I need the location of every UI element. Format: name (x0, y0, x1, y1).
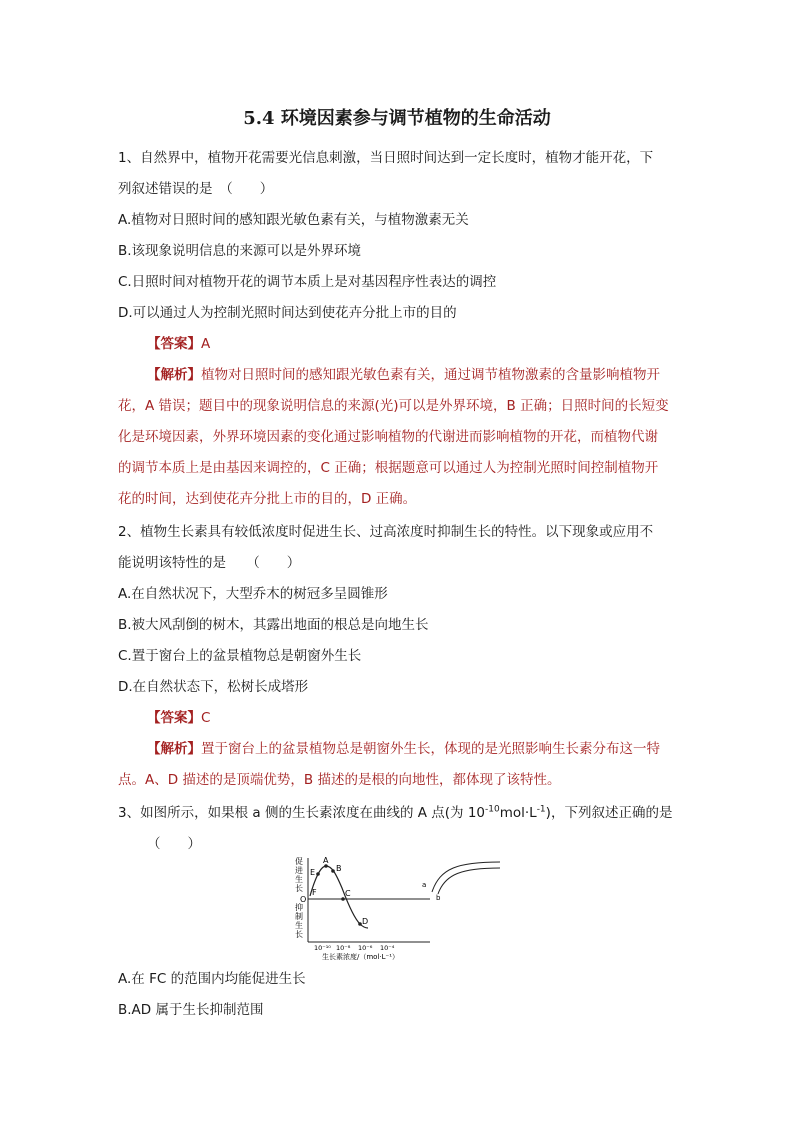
point-b-marker (331, 869, 335, 873)
q3-stem-sup1: -10 (485, 804, 500, 815)
q2-option-a: A.在自然状况下，大型乔木的树冠多呈圆锥形 (118, 586, 388, 602)
point-label-a: A (323, 856, 329, 865)
q3-stem-line1 (118, 801, 672, 821)
q1-analysis-line5: 花的时间，达到使花卉分批上市的目的，D 正确。 (118, 491, 417, 507)
q2-answer-value: C (201, 710, 211, 726)
q1-option-d: D.可以通过人为控制光照时间达到使花卉分批上市的目的 (118, 305, 457, 321)
point-label-b: B (336, 864, 342, 873)
point-label-d: D (362, 917, 369, 926)
q3-stem-pre: 3、如图所示，如果根 a 侧的生长素浓度在曲线的 A 点(为 10 (118, 805, 485, 821)
page-title: 5.4 环境因素参与调节植物的生命活动 (243, 108, 551, 129)
q1-stem-line2: 列叙述错误的是 （ ） (118, 181, 274, 197)
root-label-a: a (422, 881, 427, 889)
q2-stem-line1: 2、植物生长素具有较低浓度时促进生长、过高浓度时抑制生长的特性。以下现象或应用不 (118, 524, 654, 540)
q2-analysis-line2: 点。A、D 描述的是顶端优势，B 描述的是根的向地性，都体现了该特性。 (118, 772, 561, 788)
x-tick-2: 10⁻⁸ (336, 944, 351, 952)
q1-answer (147, 332, 210, 352)
root-inner (438, 868, 500, 894)
x-tick-4: 10⁻⁴ (380, 944, 395, 952)
point-label-c: C (345, 889, 351, 898)
q3-option-b: B.AD 属于生长抑制范围 (118, 1002, 264, 1018)
root-label-b: b (436, 894, 441, 902)
q1-answer-value: A (201, 336, 211, 352)
x-tick-1: 10⁻¹⁰ (314, 944, 331, 952)
q2-analysis-text1: 置于窗台上的盆景植物总是朝窗外生长，体现的是光照影响生长素分布这一特 (201, 741, 660, 757)
point-label-e: E (310, 868, 316, 877)
q1-analysis-text1: 植物对日照时间的感知跟光敏色素有关，通过调节植物激素的含量影响植物开 (201, 367, 660, 383)
q1-analysis-line1 (147, 363, 660, 383)
y-label-inhibit: 抑制生长 (295, 903, 303, 939)
x-tick-3: 10⁻⁶ (358, 944, 373, 952)
q1-option-a: A.植物对日照时间的感知跟光敏色素有关，与植物激素无关 (118, 212, 469, 228)
q2-answer-tag: 【答案】 (147, 710, 201, 726)
q3-stem-post: )，下列叙述正确的是 (545, 805, 673, 821)
x-axis-label: 生长素浓度/（mol·L⁻¹） (322, 953, 400, 961)
q2-answer (147, 706, 210, 726)
auxin-curve-figure (290, 852, 510, 962)
q3-stem-line2: （ ） (147, 836, 201, 852)
q3-stem-sup2: -1 (536, 804, 546, 815)
q1-analysis-tag: 【解析】 (147, 367, 201, 383)
q1-stem-line1: 1、自然界中，植物开花需要光信息刺激，当日照时间达到一定长度时，植物才能开花，下 (118, 150, 654, 166)
q3-stem-mid: mol·L (499, 805, 537, 821)
q2-option-b: B.被大风刮倒的树木，其露出地面的根总是向地生长 (118, 617, 429, 633)
point-label-f: F (312, 888, 317, 897)
q1-option-b: B.该现象说明信息的来源可以是外界环境 (118, 243, 362, 259)
y-label-promote: 促进生长 (295, 857, 303, 893)
q3-option-a: A.在 FC 的范围内均能促进生长 (118, 971, 306, 987)
q1-analysis-line3: 化是环境因素，外界环境因素的变化通过影响植物的代谢进而影响植物的开花，而植物代谢 (118, 429, 658, 445)
q2-option-c: C.置于窗台上的盆景植物总是朝窗外生长 (118, 648, 362, 664)
q2-stem-line2: 能说明该特性的是 （ ） (118, 555, 301, 571)
q1-analysis-line2: 花，A 错误；题目中的现象说明信息的来源(光)可以是外界环境，B 正确；日照时间的长短变 (118, 398, 669, 414)
q1-option-c: C.日照时间对植物开花的调节本质上是对基因程序性表达的调控 (118, 274, 497, 290)
origin-label: O (300, 895, 307, 904)
q2-analysis-tag: 【解析】 (147, 741, 201, 757)
q1-answer-tag: 【答案】 (147, 336, 201, 352)
point-e-marker (316, 872, 320, 876)
q2-option-d: D.在自然状态下，松树长成塔形 (118, 679, 309, 695)
q1-analysis-line4: 的调节本质上是由基因来调控的，C 正确；根据题意可以通过人为控制光照时间控制植物开 (118, 460, 659, 476)
root-outer (432, 862, 500, 892)
q2-analysis-line1 (147, 737, 660, 757)
